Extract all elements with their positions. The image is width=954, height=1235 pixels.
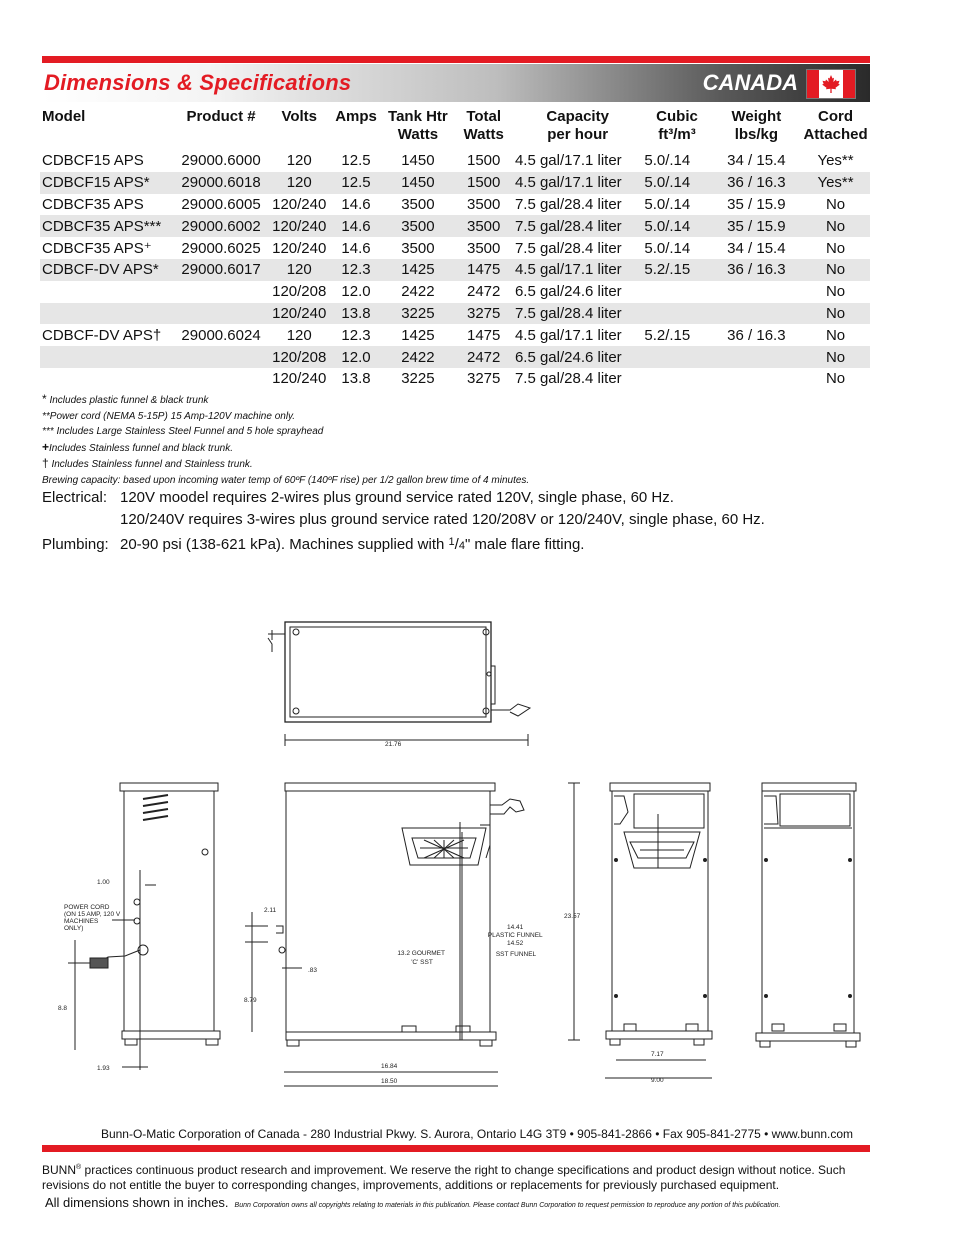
col-header: Cord Attached	[803, 108, 868, 143]
table-cell: 1450	[401, 152, 435, 170]
disclaimer: BUNN® practices continuous product research and improvement. We reserve the right to change specifications and product design without notice. Such revisions do not entitle the buyer to corresponding changes, improvements, additions or replacements for previously purchased equipment.	[42, 1163, 846, 1192]
dim-0-83: .83	[308, 967, 318, 974]
table-row	[40, 194, 870, 216]
table-cell: 120/208	[272, 283, 327, 301]
table-cell	[40, 281, 174, 303]
table-cell: 2472	[466, 283, 501, 301]
table-cell	[712, 368, 801, 390]
table-cell: 5.0/.14	[642, 215, 711, 237]
table-cell	[174, 303, 268, 325]
col-header: Product #	[186, 108, 256, 125]
table-cell: 29000.6024	[181, 326, 261, 344]
table-cell: CDBCF15 APS*	[40, 172, 174, 194]
dim-18-50: 18.50	[381, 1078, 398, 1085]
table-cell: No	[801, 303, 870, 325]
table-cell: 4.5 gal/17.1 liter	[513, 172, 642, 194]
table-cell: 29000.6005	[181, 195, 261, 213]
table-cell: 1425	[401, 326, 435, 344]
table-row	[40, 324, 870, 346]
table-cell: 29000.6000	[181, 152, 261, 170]
table-cell: 120/240	[272, 239, 327, 257]
table-cell: No	[825, 239, 846, 257]
table-cell: 3500	[401, 239, 435, 257]
table-row	[40, 368, 870, 390]
footnote: * Includes plastic funnel & black trunk	[42, 392, 209, 406]
table-row	[40, 281, 870, 303]
table-cell: 1475	[466, 326, 501, 344]
table-cell	[642, 303, 711, 325]
table-cell: 14.6	[341, 239, 371, 257]
table-cell: 35 / 15.9	[712, 215, 801, 237]
table-cell: 1500	[454, 172, 513, 194]
table-cell: 13.8	[341, 370, 371, 388]
footnote: † Includes Stainless funnel and Stainless trunk.	[42, 456, 253, 470]
table-row	[40, 172, 870, 194]
power-cord-label: POWER CORD (ON 15 AMP, 120 V MACHINES ONLY)	[64, 904, 121, 932]
col-header: Model	[42, 108, 86, 125]
electrical-label: Electrical:	[42, 489, 108, 506]
col-header: Tank Htr Watts	[388, 108, 448, 143]
table-cell	[712, 346, 801, 368]
table-cell	[642, 281, 711, 303]
table-cell: 12.3	[331, 259, 382, 281]
table-cell: 29000.6017	[174, 259, 268, 281]
table-cell: 7.5 gal/28.4 liter	[514, 370, 622, 388]
table-cell: Yes**	[801, 172, 870, 194]
electrical-line-2: 120/240V requires 3-wires plus ground service rated 120/208V or 120/240V, single phase, 60 Hz.	[120, 511, 765, 528]
table-cell: 7.5 gal/28.4 liter	[513, 215, 642, 237]
plumbing-label: Plumbing:	[42, 536, 109, 553]
table-cell: 6.5 gal/24.6 liter	[514, 283, 622, 301]
table-cell: CDBCF35 APS⁺	[42, 239, 152, 257]
table-cell	[712, 303, 801, 325]
table-cell: 29000.6018	[174, 172, 268, 194]
table-row	[40, 150, 870, 172]
table-cell: 12.5	[341, 152, 371, 170]
table-cell: 3500	[466, 239, 501, 257]
table-cell: 12.0	[331, 346, 382, 368]
table-cell: 7.5 gal/28.4 liter	[513, 303, 642, 325]
table-cell: Yes**	[817, 152, 854, 170]
table-cell: 34 / 15.4	[727, 152, 786, 170]
table-row	[40, 346, 870, 368]
dim-23-57: 23.57	[564, 913, 581, 920]
table-cell	[40, 346, 174, 368]
table-row	[40, 303, 870, 325]
col-header: Volts	[281, 108, 317, 125]
dim-1-00: 1.00	[97, 879, 110, 886]
table-cell: 12.0	[341, 283, 371, 301]
table-cell: 36 / 16.3	[712, 259, 801, 281]
rear-view-2	[756, 783, 860, 1047]
table-cell: No	[801, 346, 870, 368]
table-cell	[642, 346, 711, 368]
table-cell: 2422	[381, 346, 454, 368]
top-view	[268, 622, 530, 746]
company-address: Bunn-O-Matic Corporation of Canada - 280 Industrial Pkwy. S. Aurora, Ontario L4G 3T9 • 905-841-2866 • Fax 905-841-2775 • www.bunn.com	[100, 1127, 854, 1141]
table-cell: 5.0/.14	[644, 195, 691, 213]
table-cell: 4.5 gal/17.1 liter	[513, 259, 642, 281]
technical-drawing	[40, 600, 880, 1100]
table-cell	[712, 281, 801, 303]
dim-7-17: 7.17	[651, 1051, 664, 1058]
footnote: +Includes Stainless funnel and black trunk.	[42, 439, 234, 454]
dimensions-note: All dimensions shown in inches. Bunn Corporation owns all copyrights relating to materials in this publication. Please contact Bunn Corporation to request permission to reproduce any portion of this publication.	[45, 1195, 781, 1210]
table-cell: 120/208	[268, 346, 331, 368]
table-cell: 120/240	[272, 370, 327, 388]
gourmet-label: 13.2 GOURMET 'C' SST	[397, 950, 445, 966]
top-red-rule	[42, 56, 870, 63]
table-cell: CDBCF-DV APS†	[42, 326, 162, 344]
table-cell: 14.6	[331, 215, 382, 237]
table-cell: 3500	[381, 215, 454, 237]
bottom-red-rule	[42, 1145, 870, 1152]
table-cell: 29000.6025	[181, 239, 261, 257]
funnel-label: 14.41 PLASTIC FUNNEL 14.52 SST FUNNEL	[487, 924, 543, 958]
table-cell: CDBCF-DV APS*	[40, 259, 174, 281]
table-cell: No	[801, 215, 870, 237]
table-cell	[174, 281, 268, 303]
table-cell: 36 / 16.3	[727, 326, 786, 344]
table-cell: 36 / 16.3	[712, 172, 801, 194]
table-cell	[642, 368, 711, 390]
table-cell: 4.5 gal/17.1 liter	[514, 152, 622, 170]
table-cell: 5.0/.14	[642, 172, 711, 194]
table-cell: No	[825, 326, 846, 344]
dim-21-76: 21.76	[385, 741, 402, 748]
footnote: *** Includes Large Stainless Steel Funnel and 5 hole sprayhead	[42, 426, 324, 437]
copyright-note: Bunn Corporation owns all copyrights relating to materials in this publication. Please contact Bunn Corporation to request permission to reproduce any portion of this publication.	[234, 1202, 781, 1209]
table-cell: CDBCF35 APS	[42, 195, 144, 213]
table-cell: 1425	[381, 259, 454, 281]
table-header-row	[40, 108, 870, 150]
col-header: Total Watts	[463, 108, 504, 143]
table-cell	[40, 368, 174, 390]
col-header: Capacity per hour	[546, 108, 609, 143]
table-cell: 3275	[454, 303, 513, 325]
rear-view-1	[605, 783, 712, 1078]
table-cell: 7.5 gal/28.4 liter	[514, 195, 622, 213]
table-cell: 3500	[401, 195, 435, 213]
table-cell: 6.5 gal/24.6 liter	[513, 346, 642, 368]
dim-9-00: 9.00	[651, 1077, 664, 1084]
table-cell: CDBCF15 APS	[42, 152, 144, 170]
table-cell: 120	[286, 152, 312, 170]
country-label: CANADA	[702, 70, 798, 95]
table-cell	[174, 346, 268, 368]
table-cell: No	[825, 370, 846, 388]
table-cell: 3275	[466, 370, 501, 388]
table-cell: No	[825, 195, 846, 213]
table-cell: 4.5 gal/17.1 liter	[514, 326, 622, 344]
table-cell: 1450	[381, 172, 454, 194]
electrical-line-1: Electrical: 120V moodel requires 2-wires plus ground service rated 120V, single phase, 60 Hz.	[42, 487, 674, 509]
table-cell: 5.2/.15	[642, 259, 711, 281]
footnotes	[42, 392, 529, 488]
table-cell: 3500	[454, 215, 513, 237]
table-cell: 120/240	[272, 195, 327, 213]
footnote: Brewing capacity: based upon incoming water temp of 60ºF (140ºF rise) per 1/2 gallon brew time of 4 minutes.	[42, 474, 530, 486]
table-cell: 2472	[454, 346, 513, 368]
table-row	[40, 237, 870, 259]
table-cell: 5.0/.14	[644, 152, 691, 170]
dim-2-11: 2.11	[264, 907, 277, 914]
table-row	[40, 259, 870, 281]
table-cell: 29000.6002	[174, 215, 268, 237]
col-header: Amps	[335, 108, 377, 125]
table-cell: 5.0/.14	[644, 239, 691, 257]
section-header	[42, 64, 870, 102]
table-cell: 12.3	[341, 326, 371, 344]
col-header: Weight lbs/kg	[731, 108, 782, 143]
plumbing-line: Plumbing: 20-90 psi (138-621 kPa). Machines supplied with $^1$/4" male flare fitting.	[42, 531, 584, 557]
table-cell: 12.5	[331, 172, 382, 194]
table-cell: 120	[268, 259, 331, 281]
table-cell: 120/240	[268, 303, 331, 325]
canada-flag-icon	[806, 69, 856, 99]
dim-8-79: 8.79	[244, 997, 257, 1004]
table-cell: 2422	[401, 283, 435, 301]
table-cell: No	[801, 259, 870, 281]
dim-1-93: 1.93	[97, 1065, 110, 1072]
footnote: **Power cord (NEMA 5-15P) 15 Amp-120V machine only.	[42, 410, 296, 422]
dim-8-8: 8.8	[58, 1005, 68, 1012]
table-cell: 3225	[381, 303, 454, 325]
specifications-table	[40, 108, 870, 390]
table-cell: 5.2/.15	[644, 326, 691, 344]
table-cell: 3225	[401, 370, 435, 388]
page-title: Dimensions & Specifications	[44, 70, 352, 95]
table-cell: 34 / 15.4	[727, 239, 786, 257]
table-cell: 3500	[466, 195, 501, 213]
table-cell: 13.8	[331, 303, 382, 325]
table-cell	[40, 303, 174, 325]
dim-16-84: 16.84	[381, 1063, 398, 1070]
table-cell: 120/240	[268, 215, 331, 237]
table-cell: 14.6	[341, 195, 371, 213]
side-view	[68, 783, 220, 1070]
table-cell: 7.5 gal/28.4 liter	[514, 239, 622, 257]
table-cell: 1500	[466, 152, 501, 170]
col-header: Cubic ft³/m³	[656, 108, 698, 143]
table-cell: 120	[268, 172, 331, 194]
table-row	[40, 215, 870, 237]
table-cell: No	[825, 283, 846, 301]
table-cell: 35 / 15.9	[727, 195, 786, 213]
table-cell	[174, 368, 268, 390]
table-cell: 1475	[454, 259, 513, 281]
table-cell: CDBCF35 APS***	[40, 215, 174, 237]
table-cell: 120	[286, 326, 312, 344]
